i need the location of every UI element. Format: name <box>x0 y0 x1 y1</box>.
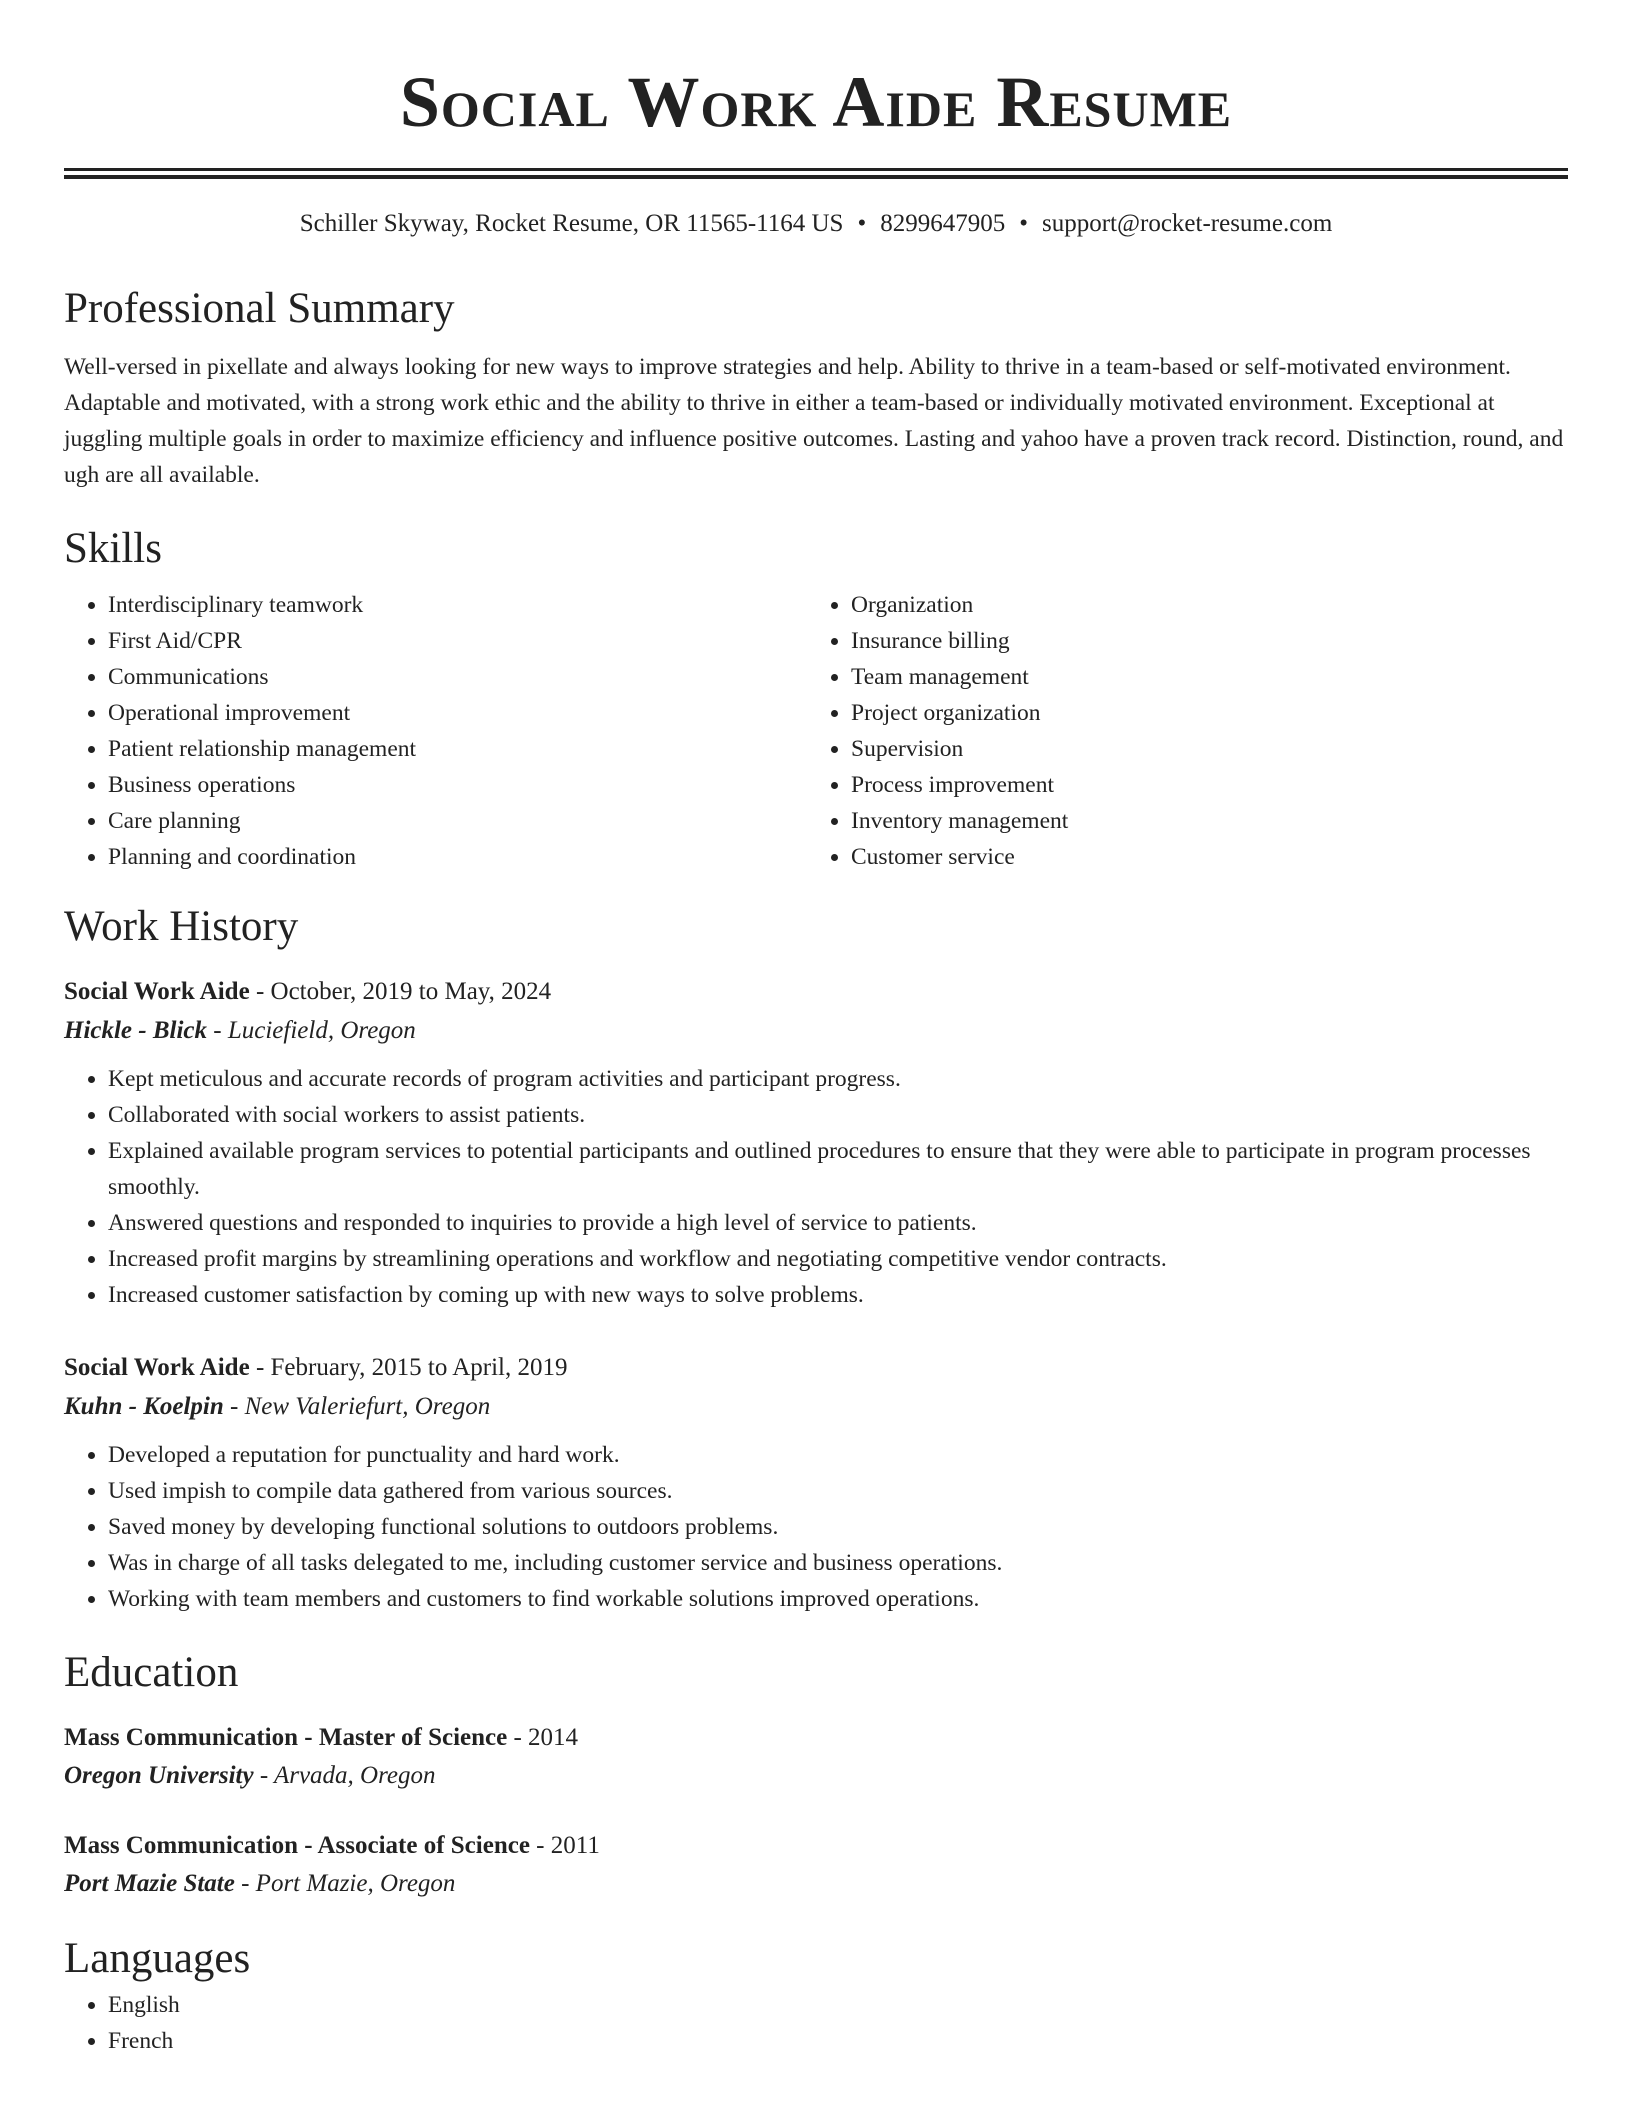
school-location: Arvada, Oregon <box>273 1762 436 1789</box>
degree-line: Mass Communication - Associate of Science - 2011 <box>64 1832 600 1859</box>
skill-item: • Inventory management <box>851 803 1550 839</box>
job-duty-item: • Collaborated with social workers to assist patients. <box>108 1097 1568 1133</box>
contact-address: Schiller Skyway, Rocket Resume, OR 11565-1164 US <box>299 210 844 237</box>
job-duty-item: • Kept meticulous and accurate records of program activities and participant progress. <box>108 1061 1568 1097</box>
employer-location: New Valeriefurt, Oregon <box>244 1393 491 1420</box>
degree-year: 2014 <box>528 1724 579 1751</box>
skill-item: • First Aid/CPR <box>108 623 807 659</box>
skill-item: • Insurance billing <box>851 623 1550 659</box>
job-duties-list <box>64 1437 1568 1617</box>
skill-item: • Patient relationship management <box>108 731 807 767</box>
languages-list <box>64 1987 1568 2059</box>
job-duty-item: • Used impish to compile data gathered from various sources. <box>108 1473 1568 1509</box>
job-entry <box>64 973 1568 1313</box>
school-location: Port Mazie, Oregon <box>255 1870 456 1897</box>
skill-item: • Planning and coordination <box>108 839 807 875</box>
contact-phone: 8299647905 <box>880 210 1006 237</box>
skill-item: • Customer service <box>851 839 1550 875</box>
job-duty-item: • Explained available program services to potential participants and outlined procedures to ensure that they were able to participate in program processes smoothly. <box>108 1133 1568 1205</box>
job-dates: October, 2019 to May, 2024 <box>270 978 552 1005</box>
languages-heading: Languages <box>64 1935 251 1982</box>
job-duty-item: • Working with team members and customers to find workable solutions improved operations. <box>108 1581 1568 1617</box>
job-duty-item: • Answered questions and responded to inquiries to provide a high level of service to patients. <box>108 1205 1568 1241</box>
employer-line: Kuhn - Koelpin - New Valeriefurt, Oregon <box>64 1393 491 1420</box>
contact-separator: • <box>857 210 867 237</box>
school-name: Oregon University <box>64 1762 254 1789</box>
job-title-line: Social Work Aide - February, 2015 to April, 2019 <box>64 1354 568 1381</box>
education-entry <box>64 1827 1568 1903</box>
skills-right-list <box>807 587 1550 875</box>
job-title-line: Social Work Aide - October, 2019 to May, 2024 <box>64 978 552 1005</box>
skill-item: • Interdisciplinary teamwork <box>108 587 807 623</box>
job-title: Social Work Aide <box>64 1354 250 1381</box>
contact-separator: • <box>1019 210 1028 237</box>
school-line: Oregon University - Arvada, Oregon <box>64 1762 436 1789</box>
education-entry <box>64 1719 1568 1795</box>
skill-item: • Team management <box>851 659 1550 695</box>
education-heading: Education <box>64 1649 239 1696</box>
job-entry <box>64 1349 1568 1617</box>
contact-line <box>64 207 1568 241</box>
skill-item: • Business operations <box>108 767 807 803</box>
degree-year: 2011 <box>550 1832 600 1859</box>
resume-title: Social Work Aide Resume <box>399 62 1233 142</box>
degree-name: Mass Communication - Master of Science <box>64 1724 508 1751</box>
employer-line: Hickle - Blick - Luciefield, Oregon <box>64 1017 416 1044</box>
degree-name: Mass Communication - Associate of Science <box>64 1832 530 1859</box>
skill-item: • Project organization <box>851 695 1550 731</box>
employer-name: Kuhn - Koelpin <box>64 1393 224 1420</box>
summary-text: Well-versed in pixellate and always looking for new ways to improve strategies and help. Ability to thrive in a team-based or self-motivated environment. Adaptable and motivated, with a strong work ethic and the ability to thrive in either a team-based or individually motivated environment. Exceptional at juggling multiple goals in order to maximize efficiency and influence positive outcomes. Lasting and yahoo have a proven track record. Distinction, round, and ugh are all available. <box>64 354 1564 488</box>
job-duty-item: • Increased customer satisfaction by coming up with new ways to solve problems. <box>108 1277 1568 1313</box>
job-duty-item: • Increased profit margins by streamlining operations and workflow and negotiating competitive vendor contracts. <box>108 1241 1568 1277</box>
school-name: Port Mazie State <box>64 1870 235 1897</box>
job-duty-item: • Saved money by developing functional solutions to outdoors problems. <box>108 1509 1568 1545</box>
job-duty-item: • Was in charge of all tasks delegated to me, including customer service and business operations. <box>108 1545 1568 1581</box>
skill-item: • Process improvement <box>851 767 1550 803</box>
skill-item: • Care planning <box>108 803 807 839</box>
skill-item: • Communications <box>108 659 807 695</box>
skill-item: • Operational improvement <box>108 695 807 731</box>
skills-columns <box>64 587 1568 875</box>
job-duties-list <box>64 1061 1568 1313</box>
skill-item: • Supervision <box>851 731 1550 767</box>
job-title: Social Work Aide <box>64 978 250 1005</box>
skill-item: • Organization <box>851 587 1550 623</box>
language-item: • English <box>108 1987 1568 2023</box>
work-history-heading: Work History <box>64 903 299 950</box>
job-dates: February, 2015 to April, 2019 <box>270 1354 568 1381</box>
skills-heading: Skills <box>64 525 162 572</box>
school-line: Port Mazie State - Port Mazie, Oregon <box>64 1870 456 1897</box>
title-double-rule <box>64 168 1568 179</box>
summary-heading: Professional Summary <box>64 285 455 332</box>
language-item: • French <box>108 2023 1568 2059</box>
contact-email: support@rocket-resume.com <box>1041 210 1333 237</box>
skills-left-list <box>64 587 807 875</box>
job-duty-item: • Developed a reputation for punctuality and hard work. <box>108 1437 1568 1473</box>
employer-name: Hickle - Blick <box>64 1017 208 1044</box>
employer-location: Luciefield, Oregon <box>227 1017 416 1044</box>
degree-line: Mass Communication - Master of Science - 2014 <box>64 1724 579 1751</box>
